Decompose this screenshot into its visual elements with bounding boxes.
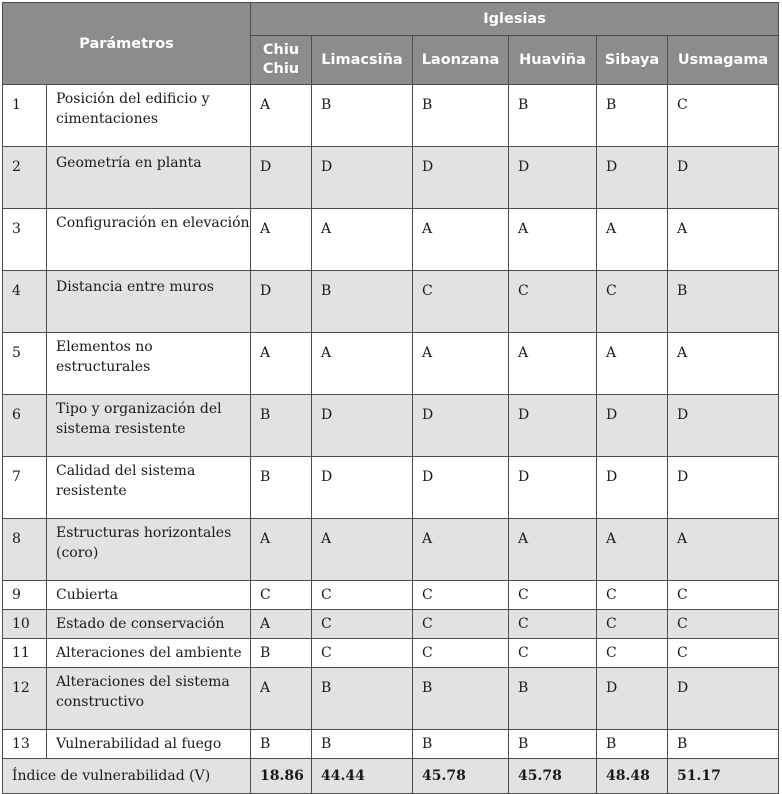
rating-cell: C bbox=[312, 581, 413, 610]
rating-cell: A bbox=[413, 519, 509, 581]
rating-cell: B bbox=[597, 730, 668, 759]
rating-cell: D bbox=[413, 395, 509, 457]
rating-cell: C bbox=[668, 581, 779, 610]
rating-cell: B bbox=[668, 271, 779, 333]
table-row bbox=[3, 457, 779, 519]
rating-cell: D bbox=[312, 395, 413, 457]
parameter-name: Distancia entre muros bbox=[47, 271, 251, 333]
table-row bbox=[3, 333, 779, 395]
row-number: 11 bbox=[3, 639, 47, 668]
rating-cell: D bbox=[251, 147, 312, 209]
rating-cell: A bbox=[251, 209, 312, 271]
rating-cell: C bbox=[413, 271, 509, 333]
rating-cell: B bbox=[413, 668, 509, 730]
church-header: Sibaya bbox=[597, 36, 668, 85]
rating-cell: A bbox=[312, 209, 413, 271]
rating-cell: D bbox=[413, 457, 509, 519]
row-number: 13 bbox=[3, 730, 47, 759]
rating-cell: A bbox=[668, 209, 779, 271]
rating-cell: D bbox=[509, 147, 597, 209]
rating-cell: A bbox=[597, 333, 668, 395]
rating-cell: B bbox=[509, 730, 597, 759]
rating-cell: A bbox=[413, 333, 509, 395]
parameter-name: Posición del edificio y cimentaciones bbox=[47, 85, 251, 147]
rating-cell: A bbox=[251, 610, 312, 639]
row-number: 6 bbox=[3, 395, 47, 457]
rating-cell: C bbox=[668, 85, 779, 147]
row-number: 8 bbox=[3, 519, 47, 581]
rating-cell: A bbox=[251, 85, 312, 147]
rating-cell: C bbox=[597, 639, 668, 668]
vulnerability-index-label: Índice de vulnerabilidad (V) bbox=[3, 759, 251, 794]
rating-cell: C bbox=[312, 639, 413, 668]
parameter-name: Alteraciones del ambiente bbox=[47, 639, 251, 668]
table-row bbox=[3, 271, 779, 333]
row-number: 10 bbox=[3, 610, 47, 639]
rating-cell: C bbox=[597, 610, 668, 639]
rating-cell: D bbox=[597, 668, 668, 730]
rating-cell: B bbox=[312, 271, 413, 333]
rating-cell: C bbox=[413, 610, 509, 639]
rating-cell: C bbox=[509, 581, 597, 610]
table-row bbox=[3, 209, 779, 271]
rating-cell: B bbox=[312, 85, 413, 147]
church-header: Limacsiña bbox=[312, 36, 413, 85]
rating-cell: A bbox=[251, 519, 312, 581]
church-header: Laonzana bbox=[413, 36, 509, 85]
table-row bbox=[3, 395, 779, 457]
rating-cell: B bbox=[312, 730, 413, 759]
parameter-name: Geometría en planta bbox=[47, 147, 251, 209]
row-number: 2 bbox=[3, 147, 47, 209]
rating-cell: B bbox=[312, 668, 413, 730]
parameter-name: Vulnerabilidad al fuego bbox=[47, 730, 251, 759]
row-number: 5 bbox=[3, 333, 47, 395]
rating-cell: D bbox=[312, 147, 413, 209]
rating-cell: B bbox=[413, 730, 509, 759]
rating-cell: D bbox=[597, 457, 668, 519]
rating-cell: A bbox=[668, 333, 779, 395]
vulnerability-index-value: 51.17 bbox=[668, 759, 779, 794]
parameter-name: Cubierta bbox=[47, 581, 251, 610]
vulnerability-table bbox=[2, 2, 779, 794]
table-row bbox=[3, 639, 779, 668]
table-row bbox=[3, 730, 779, 759]
rating-cell: B bbox=[251, 639, 312, 668]
rating-cell: B bbox=[668, 730, 779, 759]
rating-cell: A bbox=[251, 333, 312, 395]
rating-cell: C bbox=[312, 610, 413, 639]
rating-cell: D bbox=[668, 395, 779, 457]
rating-cell: C bbox=[597, 271, 668, 333]
rating-cell: D bbox=[597, 395, 668, 457]
table-row bbox=[3, 85, 779, 147]
rating-cell: B bbox=[413, 85, 509, 147]
table-row bbox=[3, 581, 779, 610]
rating-cell: C bbox=[509, 639, 597, 668]
rating-cell: C bbox=[668, 610, 779, 639]
vulnerability-index-value: 44.44 bbox=[312, 759, 413, 794]
church-header: Huaviña bbox=[509, 36, 597, 85]
parameter-name: Tipo y organización del sistema resistente bbox=[47, 395, 251, 457]
rating-cell: D bbox=[509, 395, 597, 457]
table-body bbox=[3, 85, 779, 794]
table-row bbox=[3, 147, 779, 209]
church-header: Chiu Chiu bbox=[251, 36, 312, 85]
table-row bbox=[3, 610, 779, 639]
row-number: 1 bbox=[3, 85, 47, 147]
rating-cell: D bbox=[668, 457, 779, 519]
table-header bbox=[3, 3, 779, 85]
rating-cell: C bbox=[509, 610, 597, 639]
parameter-name: Estructuras horizontales (coro) bbox=[47, 519, 251, 581]
church-header: Usmagama bbox=[668, 36, 779, 85]
rating-cell: D bbox=[509, 457, 597, 519]
parameter-name: Calidad del sistema resistente bbox=[47, 457, 251, 519]
rating-cell: D bbox=[668, 147, 779, 209]
rating-cell: A bbox=[509, 519, 597, 581]
vulnerability-index-value: 45.78 bbox=[509, 759, 597, 794]
rating-cell: B bbox=[251, 457, 312, 519]
rating-cell: A bbox=[509, 333, 597, 395]
rating-cell: A bbox=[413, 209, 509, 271]
rating-cell: D bbox=[413, 147, 509, 209]
row-number: 4 bbox=[3, 271, 47, 333]
parameter-name: Configuración en elevación bbox=[47, 209, 251, 271]
rating-cell: A bbox=[668, 519, 779, 581]
rating-cell: B bbox=[509, 85, 597, 147]
parameter-name: Estado de conservación bbox=[47, 610, 251, 639]
row-number: 7 bbox=[3, 457, 47, 519]
parameter-name: Elementos no estructurales bbox=[47, 333, 251, 395]
rating-cell: C bbox=[251, 581, 312, 610]
iglesias-header: Iglesias bbox=[251, 3, 779, 36]
rating-cell: C bbox=[413, 581, 509, 610]
rating-cell: A bbox=[251, 668, 312, 730]
rating-cell: D bbox=[668, 668, 779, 730]
table-row bbox=[3, 668, 779, 730]
vulnerability-index-value: 48.48 bbox=[597, 759, 668, 794]
rating-cell: B bbox=[251, 730, 312, 759]
rating-cell: D bbox=[312, 457, 413, 519]
row-number: 12 bbox=[3, 668, 47, 730]
rating-cell: C bbox=[509, 271, 597, 333]
rating-cell: B bbox=[597, 85, 668, 147]
vulnerability-index-row bbox=[3, 759, 779, 794]
parameter-name: Alteraciones del sistema constructivo bbox=[47, 668, 251, 730]
rating-cell: C bbox=[668, 639, 779, 668]
rating-cell: B bbox=[251, 395, 312, 457]
rating-cell: C bbox=[413, 639, 509, 668]
row-number: 3 bbox=[3, 209, 47, 271]
rating-cell: B bbox=[509, 668, 597, 730]
rating-cell: D bbox=[251, 271, 312, 333]
vulnerability-index-value: 18.86 bbox=[251, 759, 312, 794]
rating-cell: A bbox=[597, 519, 668, 581]
parametros-header: Parámetros bbox=[3, 3, 251, 85]
rating-cell: A bbox=[597, 209, 668, 271]
rating-cell: A bbox=[509, 209, 597, 271]
rating-cell: A bbox=[312, 333, 413, 395]
row-number: 9 bbox=[3, 581, 47, 610]
vulnerability-index-value: 45.78 bbox=[413, 759, 509, 794]
rating-cell: D bbox=[597, 147, 668, 209]
rating-cell: C bbox=[597, 581, 668, 610]
rating-cell: A bbox=[312, 519, 413, 581]
table-row bbox=[3, 519, 779, 581]
